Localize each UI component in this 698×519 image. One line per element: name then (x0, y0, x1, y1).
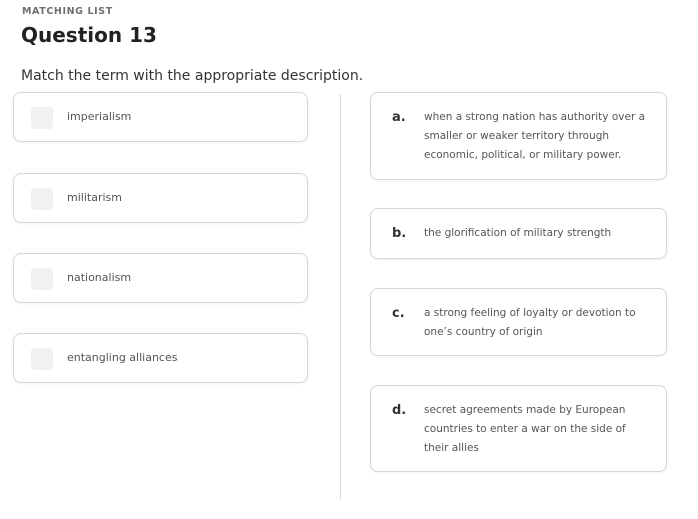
description-card-b[interactable] (370, 208, 667, 259)
term-label: imperialism (67, 110, 132, 123)
description-text: the glorification of military strength (424, 227, 612, 239)
term-card-entangling-alliances[interactable] (13, 333, 308, 383)
term-label: militarism (67, 191, 122, 204)
drag-handle-icon[interactable] (31, 348, 53, 370)
column-divider (340, 94, 341, 499)
question-type-label: MATCHING LIST (22, 6, 113, 17)
term-label: nationalism (67, 271, 132, 284)
drag-handle-icon[interactable] (31, 268, 53, 290)
description-text: when a strong nation has authority over a smaller or weaker territory through economic, political, or military power. (424, 111, 646, 161)
term-card-imperialism[interactable] (13, 92, 308, 142)
drag-handle-icon[interactable] (31, 107, 53, 129)
description-card-c[interactable] (370, 288, 667, 356)
drag-handle-icon[interactable] (31, 188, 53, 210)
description-letter: a. (392, 110, 406, 125)
term-label: entangling alliances (67, 351, 178, 364)
description-text: a strong feeling of loyalty or devotion to one’s country of origin (424, 307, 636, 338)
description-card-a[interactable] (370, 92, 667, 180)
question-title: Question 13 (21, 23, 157, 47)
description-letter: c. (392, 306, 405, 321)
question-prompt: Match the term with the appropriate description. (21, 68, 364, 84)
description-letter: b. (392, 226, 407, 241)
description-card-d[interactable] (370, 385, 667, 472)
term-card-militarism[interactable] (13, 173, 308, 223)
description-letter: d. (392, 403, 407, 418)
term-card-nationalism[interactable] (13, 253, 308, 303)
description-text: secret agreements made by European countries to enter a war on the side of their allies (424, 404, 626, 454)
